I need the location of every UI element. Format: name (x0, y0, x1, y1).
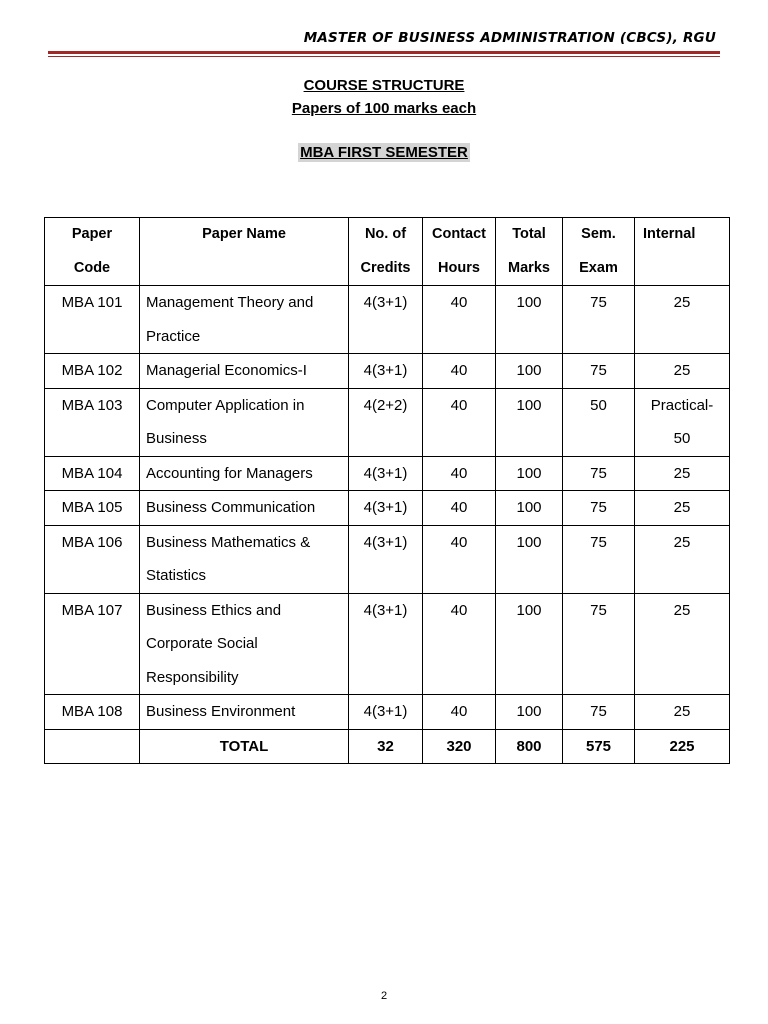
internal: 25 (635, 354, 730, 389)
table-row (45, 354, 730, 389)
total-marks: 100 (496, 388, 563, 456)
sem-exam: 75 (563, 695, 635, 730)
table-row (45, 286, 730, 354)
total-marks: 100 (496, 695, 563, 730)
col-header-internal: Internal (635, 218, 730, 286)
col-header-contact-hours: Contact Hours (423, 218, 496, 286)
paper-code: MBA 106 (45, 525, 140, 593)
total-marks: 100 (496, 354, 563, 389)
total-label: TOTAL (140, 729, 349, 764)
paper-name: Business Environment (140, 695, 349, 730)
sem-exam: 75 (563, 525, 635, 593)
total-marks: 100 (496, 525, 563, 593)
paper-code: MBA 107 (45, 593, 140, 695)
paper-code: MBA 102 (45, 354, 140, 389)
sem-exam: 75 (563, 286, 635, 354)
total-empty-cell (45, 729, 140, 764)
credits: 4(3+1) (349, 456, 423, 491)
sem-exam: 50 (563, 388, 635, 456)
paper-name: Computer Application in Business (140, 388, 349, 456)
table-row (45, 695, 730, 730)
total-marks: 100 (496, 286, 563, 354)
col-header-credits: No. of Credits (349, 218, 423, 286)
credits: 4(3+1) (349, 286, 423, 354)
internal: Practical- 50 (635, 388, 730, 456)
total-marks: 800 (496, 729, 563, 764)
contact-hours: 40 (423, 456, 496, 491)
credits: 4(3+1) (349, 354, 423, 389)
header-rule-thick (48, 51, 720, 54)
course-structure-table (44, 217, 730, 764)
paper-name: Managerial Economics-I (140, 354, 349, 389)
total-exam: 575 (563, 729, 635, 764)
papers-subheading: Papers of 100 marks each (291, 100, 477, 117)
col-header-paper-name: Paper Name (140, 218, 349, 286)
table-row (45, 456, 730, 491)
header-rule-thin (48, 56, 720, 57)
col-header-paper-code: Paper Code (45, 218, 140, 286)
total-credits: 32 (349, 729, 423, 764)
paper-name: Business Communication (140, 491, 349, 526)
contact-hours: 40 (423, 354, 496, 389)
sem-exam: 75 (563, 456, 635, 491)
sem-exam: 75 (563, 491, 635, 526)
total-marks: 100 (496, 456, 563, 491)
paper-name: Business Mathematics & Statistics (140, 525, 349, 593)
contact-hours: 40 (423, 286, 496, 354)
internal: 25 (635, 695, 730, 730)
contact-hours: 40 (423, 593, 496, 695)
col-header-sem-exam: Sem. Exam (563, 218, 635, 286)
total-marks: 100 (496, 491, 563, 526)
course-structure-heading: COURSE STRUCTURE (303, 77, 465, 94)
paper-name: Accounting for Managers (140, 456, 349, 491)
sem-exam: 75 (563, 354, 635, 389)
paper-name: Business Ethics and Corporate Social Responsibility (140, 593, 349, 695)
credits: 4(3+1) (349, 525, 423, 593)
internal: 25 (635, 456, 730, 491)
contact-hours: 40 (423, 525, 496, 593)
table-row (45, 388, 730, 456)
contact-hours: 40 (423, 695, 496, 730)
paper-name: Management Theory and Practice (140, 286, 349, 354)
col-header-total-marks: Total Marks (496, 218, 563, 286)
total-hours: 320 (423, 729, 496, 764)
contact-hours: 40 (423, 388, 496, 456)
total-marks: 100 (496, 593, 563, 695)
total-internal: 225 (635, 729, 730, 764)
paper-code: MBA 105 (45, 491, 140, 526)
internal: 25 (635, 593, 730, 695)
table-row (45, 491, 730, 526)
sem-exam: 75 (563, 593, 635, 695)
internal: 25 (635, 286, 730, 354)
document-header-title: MASTER OF BUSINESS ADMINISTRATION (CBCS), RGU (303, 30, 716, 46)
table-row (45, 593, 730, 695)
paper-code: MBA 103 (45, 388, 140, 456)
internal: 25 (635, 525, 730, 593)
credits: 4(3+1) (349, 593, 423, 695)
table-header-row (45, 218, 730, 286)
table-total-row (45, 729, 730, 764)
credits: 4(3+1) (349, 695, 423, 730)
page-number: 2 (380, 990, 388, 1002)
credits: 4(3+1) (349, 491, 423, 526)
semester-heading: MBA FIRST SEMESTER (300, 144, 468, 161)
contact-hours: 40 (423, 491, 496, 526)
paper-code: MBA 108 (45, 695, 140, 730)
credits: 4(2+2) (349, 388, 423, 456)
paper-code: MBA 101 (45, 286, 140, 354)
table-row (45, 525, 730, 593)
internal: 25 (635, 491, 730, 526)
paper-code: MBA 104 (45, 456, 140, 491)
